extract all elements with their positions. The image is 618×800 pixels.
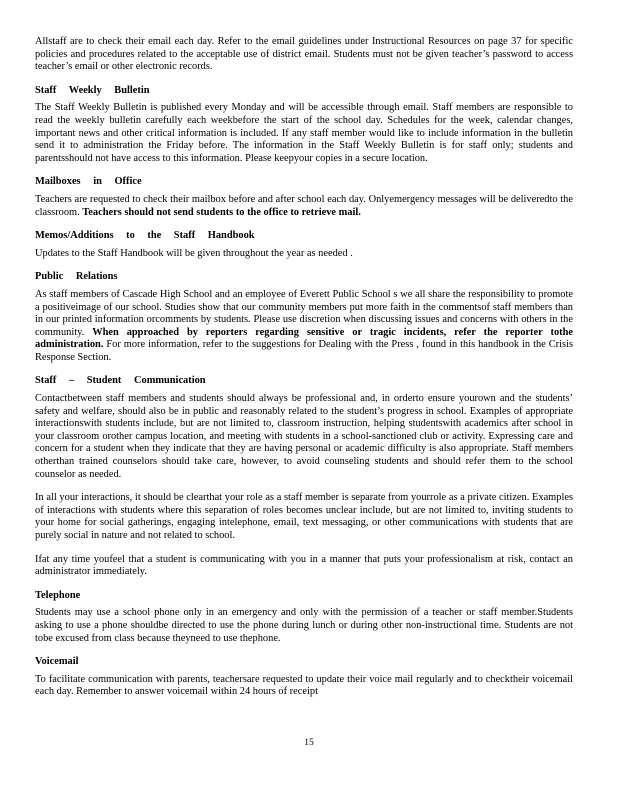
- telephone-heading: Telephone: [35, 589, 81, 601]
- page-number: 15: [304, 738, 314, 748]
- mailboxes-heading: Mailboxes in Office: [35, 176, 142, 188]
- staff-student-paragraph-3: Ifat any time youfeel that a student is communicating with you in a manner that puts your professionalism at risk, contact an administrator immediately.: [35, 553, 573, 578]
- staff-student-communication-heading: Staff – Student Communication: [35, 375, 206, 387]
- handbook-page: [35, 36, 573, 710]
- public-relations-heading: Public Relations: [35, 271, 118, 283]
- public-relations-paragraph: [35, 289, 573, 365]
- staff-weekly-bulletin-paragraph: The Staff Weekly Bulletin is published every Monday and will be accessible through email. Staff members are responsible to read the weekly bulletin carefully each weekbefore the start of the school day. Schedules for the week, calendar changes, important news and other critical information is included. If any staff member would like to include information in the bulletin send it to administration the Friday before. The information in the Staff Weekly Bulletin is for staff only; students and parentsshould not have access to this information. Please keepyour copies in a secure location.: [35, 102, 573, 164]
- voicemail-heading: Voicemail: [35, 656, 79, 668]
- voicemail-paragraph: To facilitate communication with parents, teachersare requested to update their voice mail regularly and to checktheir voicemail each day. Remember to answer voicemail within 24 hours of receipt: [35, 673, 573, 698]
- memos-heading: Memos/Additions to the Staff Handbook: [35, 230, 255, 242]
- mailboxes-paragraph: [35, 194, 573, 219]
- memos-paragraph: Updates to the Staff Handbook will be given throughout the year as needed .: [35, 247, 353, 259]
- public-relations-text-2: For more information, refer to the suggestions for Dealing with the Press , found in this handbook in the Crisis Response Section.: [35, 339, 573, 363]
- public-relations-text-1: As staff members of Cascade High School and an employee of Everett Public School s we all share the responsibility to promote a positiveimage of our school. Studies show that our community members put more faith in the commentsof staff members than in our printed information orcomments by students. Please use discretion when discussing issues and concerns with others in the community.: [35, 288, 573, 338]
- public-relations-bold-text: When approached by reporters regarding sensitive or tragic incidents, refer the reporter tothe administration.: [35, 326, 573, 351]
- telephone-paragraph: Students may use a school phone only in an emergency and only with the permission of a teacher or staff member.Students asking to use a phone shouldbe directed to use the phone during lunch or during other non-instructional time. Students are not tobe excused from class because theyneed to use thephone.: [35, 607, 573, 644]
- mailboxes-bold-text: Teachers should not send students to the office to retrieve mail.: [82, 206, 361, 218]
- email-policy-paragraph: Allstaff are to check their email each day. Refer to the email guidelines under Instructional Resources on page 37 for specific policies and procedures related to the acceptable use of district email. Students must not be given teacher’s password to access teacher’s email or other electronic records.: [35, 36, 573, 73]
- staff-weekly-bulletin-heading: Staff Weekly Bulletin: [35, 84, 150, 96]
- staff-student-paragraph-2: In all your interactions, it should be clearthat your role as a staff member is separate from yourrole as a private citizen. Examples of interactions with students where this separation of roles becomes unclear include, but are not limited to, inviting students to your home for social gatherings, engaging intelephone, email, text messaging, or other communications with students that are purely social in nature and not related to school.: [35, 492, 573, 541]
- staff-student-paragraph-1: Contactbetween staff members and students should always be professional and, in orderto ensure yourown and the students’ safety and welfare, should also be in public and reasonably related to the student’s progress in school. Examples of appropriate interactionswith students include, but are not limited to, classroom instruction, helping studentswith academics after school in your classroom orother campus location, and meeting with students in a school-sanctioned club or activity. Expressing care and concern for a student when they indicate that they are having personal or academic difficulty is also appropriate. Staff members otherthan trained counselors should take care, however, to avoid counseling students and should refer them to the school counselor as needed.: [35, 393, 573, 480]
- mailboxes-text: Teachers are requested to check their mailbox before and after school each day. Onlyemergency messages will be deliveredto the classroom.: [35, 193, 573, 218]
